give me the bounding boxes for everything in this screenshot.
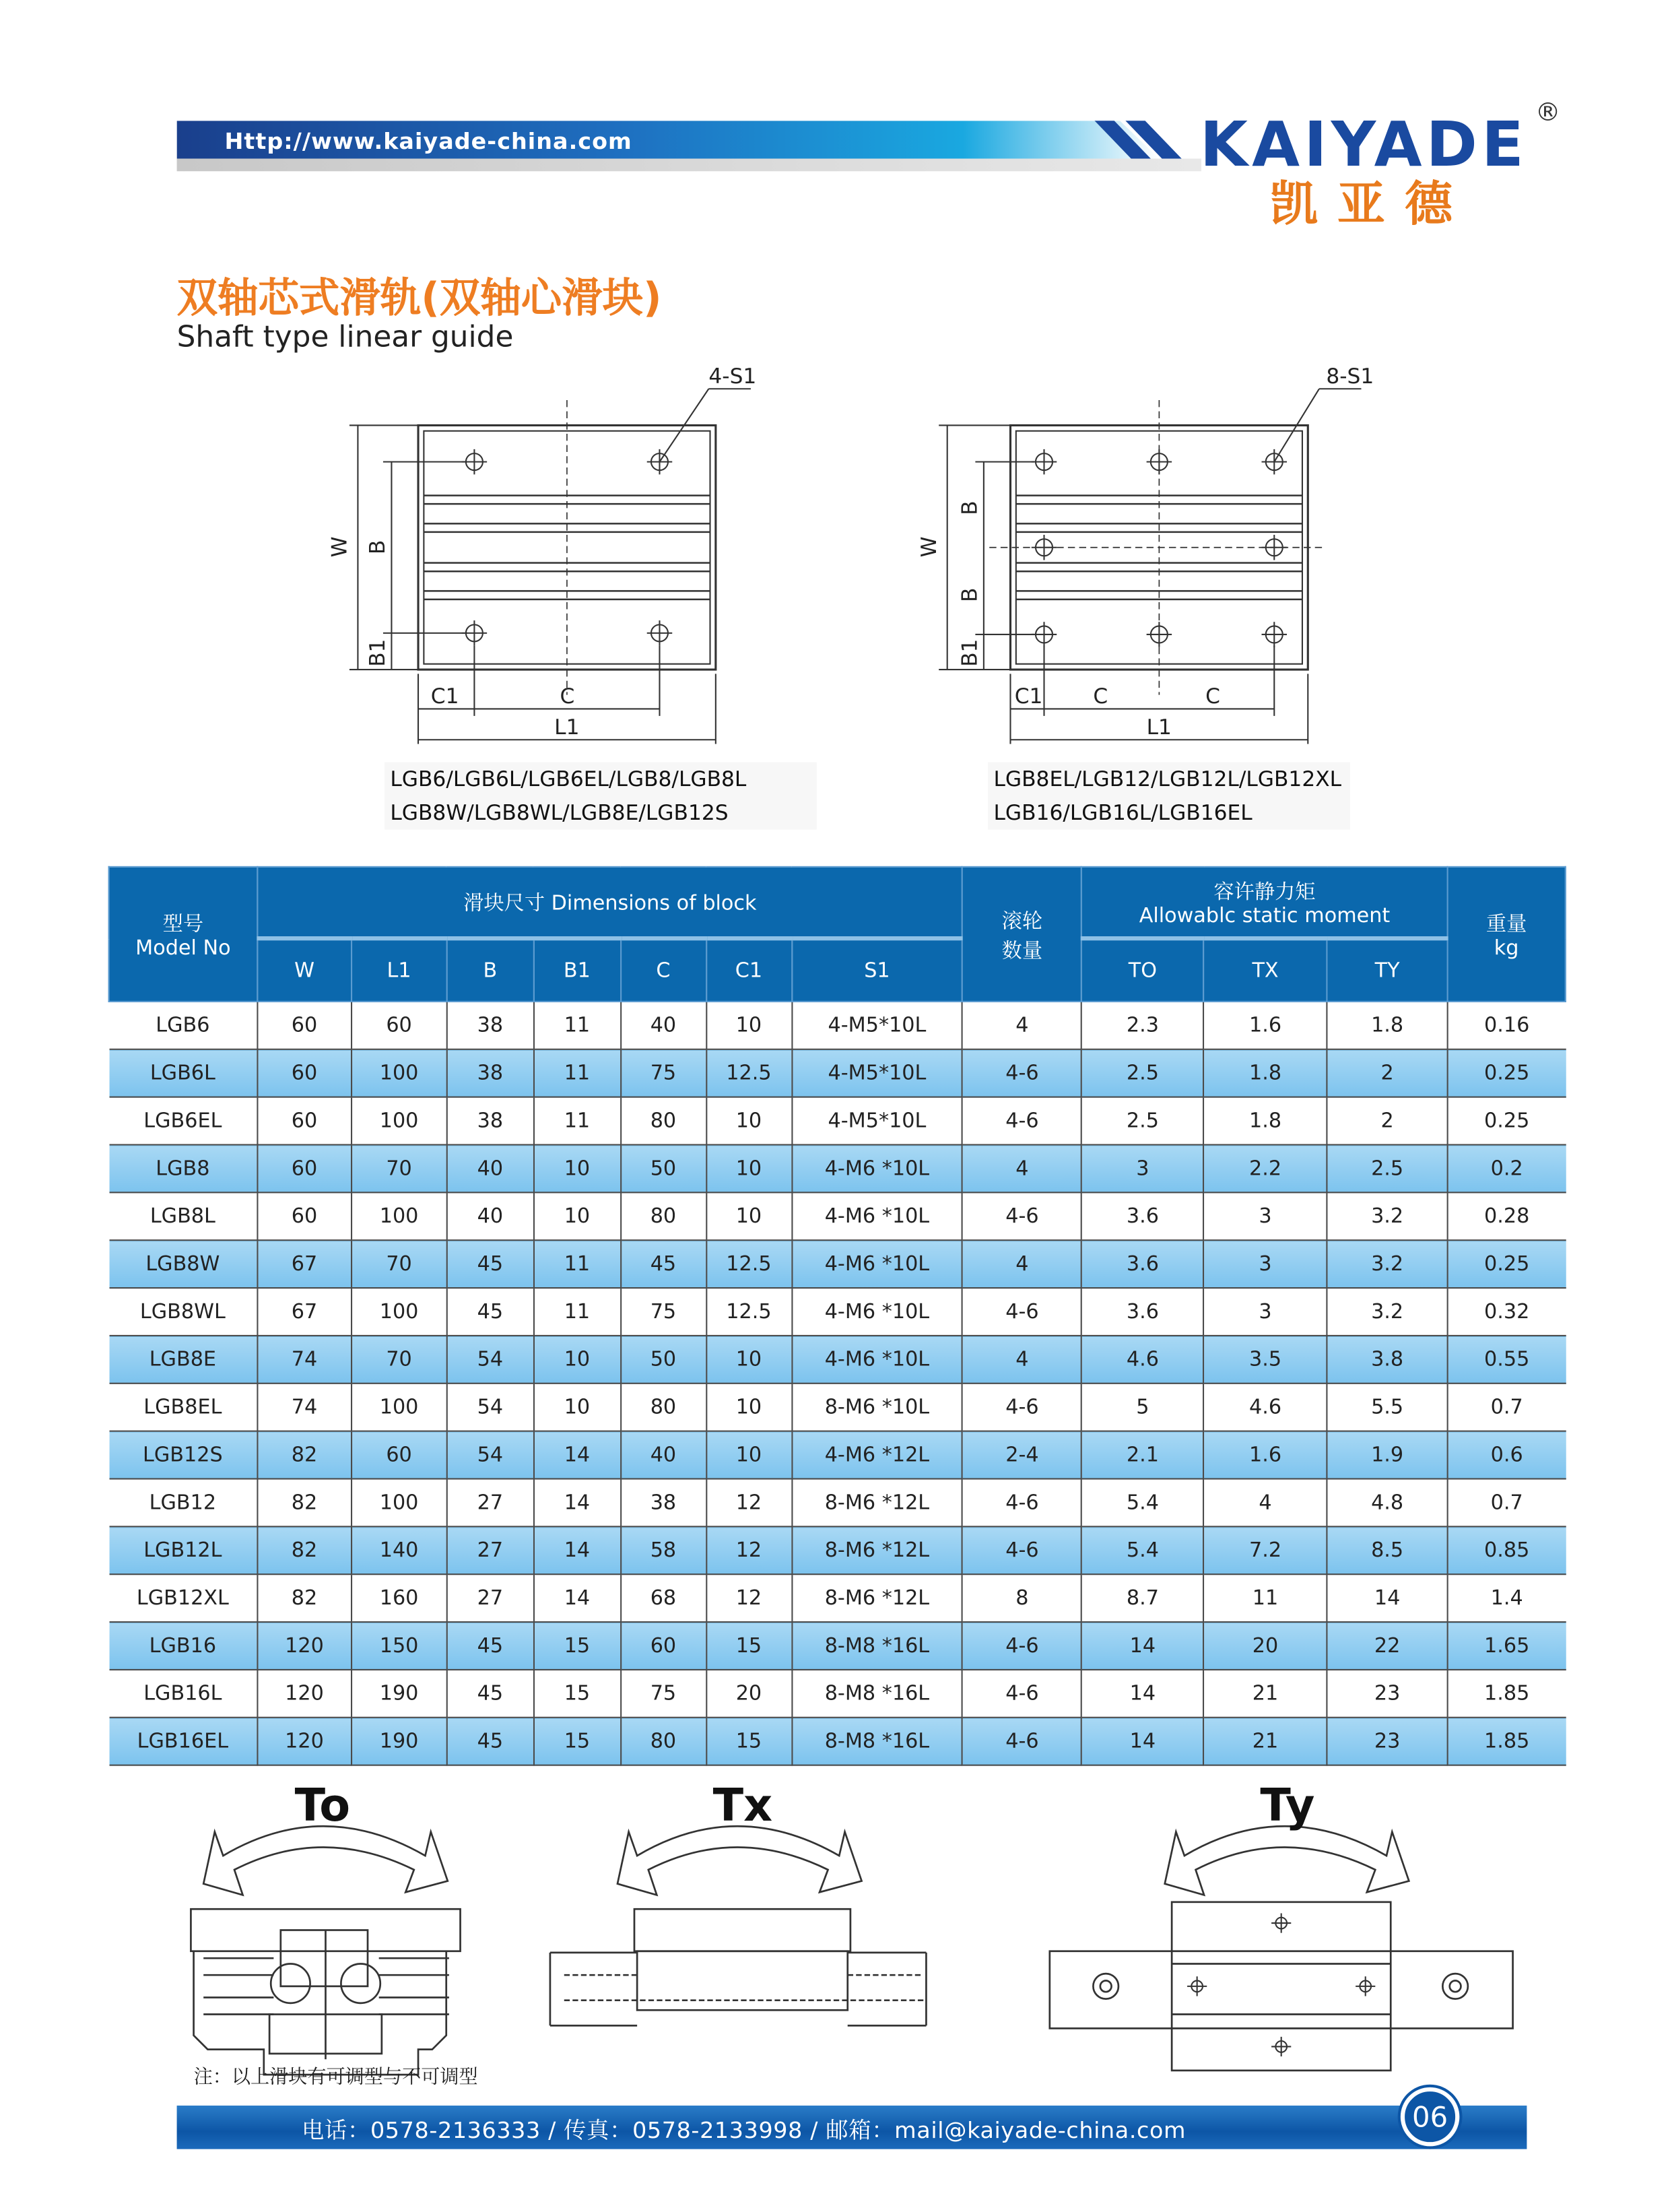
value-cell: 100	[352, 1384, 447, 1431]
ty-drawing	[1050, 1902, 1513, 2071]
model-cell: LGB12S	[109, 1431, 258, 1479]
value-cell: 8.7	[1081, 1574, 1203, 1622]
value-cell: 2.5	[1081, 1097, 1203, 1145]
value-cell: 4-6	[962, 1288, 1081, 1336]
model-cell: LGB6L	[109, 1049, 258, 1097]
svg-text:B1: B1	[958, 639, 982, 667]
value-cell: 67	[257, 1288, 351, 1336]
value-cell: 1.8	[1203, 1097, 1327, 1145]
hole-label: 8-S1	[1326, 364, 1374, 389]
value-cell: 0.25	[1448, 1049, 1566, 1097]
label-tx: Tx	[712, 1778, 773, 1831]
value-cell: 3.8	[1327, 1336, 1448, 1384]
value-cell: 70	[352, 1240, 447, 1288]
model-cell: LGB12XL	[109, 1574, 258, 1622]
value-cell: 2	[1327, 1049, 1448, 1097]
header-moment: 容许静力矩 Allowablc static moment	[1081, 867, 1447, 938]
value-cell: 10	[533, 1192, 620, 1240]
table-row	[109, 1622, 1566, 1670]
caption-line: LGB8EL/LGB12/LGB12L/LGB12XL	[993, 766, 1342, 792]
value-cell: 15	[533, 1622, 620, 1670]
value-cell: 4-6	[962, 1622, 1081, 1670]
value-cell: 3.2	[1327, 1192, 1448, 1240]
value-cell: 14	[1081, 1670, 1203, 1718]
brand-logo: KAIYADE	[1199, 109, 1529, 181]
model-cell: LGB8WL	[109, 1288, 258, 1336]
value-cell: 11	[533, 1097, 620, 1145]
table-row	[109, 1574, 1566, 1622]
value-cell: 0.7	[1448, 1384, 1566, 1431]
value-cell: 4-M6 *10L	[791, 1240, 962, 1288]
value-cell: 4.8	[1327, 1478, 1448, 1526]
svg-text:W: W	[327, 536, 352, 558]
value-cell: 10	[706, 1145, 791, 1193]
value-cell: 40	[446, 1145, 533, 1193]
column-header: C	[620, 938, 706, 1002]
value-cell: 0.6	[1448, 1431, 1566, 1479]
value-cell: 60	[352, 1002, 447, 1049]
value-cell: 5.4	[1081, 1478, 1203, 1526]
value-cell: 2-4	[962, 1431, 1081, 1479]
value-cell: 40	[620, 1002, 706, 1049]
svg-text:C: C	[560, 684, 575, 709]
value-cell: 70	[352, 1336, 447, 1384]
value-cell: 12	[706, 1574, 791, 1622]
value-cell: 100	[352, 1097, 447, 1145]
value-cell: 45	[446, 1288, 533, 1336]
column-header: TO	[1081, 938, 1203, 1002]
spec-table	[108, 866, 1566, 1766]
hole-label: 4-S1	[708, 364, 757, 389]
value-cell: 0.85	[1448, 1526, 1566, 1574]
value-cell: 2.1	[1081, 1431, 1203, 1479]
value-cell: 0.28	[1448, 1192, 1566, 1240]
caption-line: LGB16/LGB16L/LGB16EL	[993, 800, 1252, 826]
value-cell: 2.2	[1203, 1145, 1327, 1193]
value-cell: 38	[446, 1002, 533, 1049]
value-cell: 14	[533, 1574, 620, 1622]
value-cell: 10	[706, 1431, 791, 1479]
value-cell: 3.5	[1203, 1336, 1327, 1384]
model-cell: LGB8L	[109, 1192, 258, 1240]
model-cell: LGB12L	[109, 1526, 258, 1574]
header-weight: 重量 kg	[1448, 867, 1566, 1002]
value-cell: 27	[446, 1478, 533, 1526]
value-cell: 190	[352, 1670, 447, 1718]
value-cell: 5.4	[1081, 1526, 1203, 1574]
svg-text:L1: L1	[554, 715, 580, 740]
value-cell: 8-M6 *12L	[791, 1478, 962, 1526]
drawing-left	[316, 358, 779, 751]
value-cell: 21	[1203, 1718, 1327, 1765]
value-cell: 14	[1081, 1622, 1203, 1670]
value-cell: 120	[257, 1622, 351, 1670]
value-cell: 12.5	[706, 1288, 791, 1336]
table-row	[109, 1526, 1566, 1574]
value-cell: 15	[706, 1718, 791, 1765]
value-cell: 160	[352, 1574, 447, 1622]
caption-right	[988, 762, 1350, 830]
value-cell: 120	[257, 1670, 351, 1718]
value-cell: 40	[620, 1431, 706, 1479]
tx-drawing	[550, 1909, 927, 2025]
value-cell: 60	[257, 1192, 351, 1240]
value-cell: 4-6	[962, 1049, 1081, 1097]
value-cell: 75	[620, 1288, 706, 1336]
model-cell: LGB16	[109, 1622, 258, 1670]
value-cell: 74	[257, 1336, 351, 1384]
value-cell: 8-M8 *16L	[791, 1670, 962, 1718]
column-header: C1	[706, 938, 791, 1002]
value-cell: 8-M8 *16L	[791, 1622, 962, 1670]
value-cell: 68	[620, 1574, 706, 1622]
value-cell: 10	[706, 1192, 791, 1240]
value-cell: 80	[620, 1384, 706, 1431]
value-cell: 4-M6 *12L	[791, 1431, 962, 1479]
column-header: B	[446, 938, 533, 1002]
value-cell: 0.16	[1448, 1002, 1566, 1049]
value-cell: 14	[1081, 1718, 1203, 1765]
value-cell: 82	[257, 1478, 351, 1526]
svg-text:C1: C1	[430, 684, 459, 709]
value-cell: 3.2	[1327, 1240, 1448, 1288]
value-cell: 10	[706, 1097, 791, 1145]
model-cell: LGB8EL	[109, 1384, 258, 1431]
table-row	[109, 1145, 1566, 1193]
model-cell: LGB16EL	[109, 1718, 258, 1765]
value-cell: 54	[446, 1431, 533, 1479]
value-cell: 4.6	[1081, 1336, 1203, 1384]
value-cell: 82	[257, 1526, 351, 1574]
model-cell: LGB8	[109, 1145, 258, 1193]
value-cell: 2.5	[1327, 1145, 1448, 1193]
table-row	[109, 1097, 1566, 1145]
value-cell: 4-M6 *10L	[791, 1336, 962, 1384]
value-cell: 2.5	[1081, 1049, 1203, 1097]
value-cell: 60	[352, 1431, 447, 1479]
value-cell: 4	[962, 1336, 1081, 1384]
value-cell: 10	[706, 1002, 791, 1049]
value-cell: 1.85	[1448, 1718, 1566, 1765]
value-cell: 4	[962, 1002, 1081, 1049]
value-cell: 38	[446, 1097, 533, 1145]
value-cell: 45	[620, 1240, 706, 1288]
model-cell: LGB12	[109, 1478, 258, 1526]
value-cell: 4-6	[962, 1384, 1081, 1431]
svg-text:B: B	[958, 500, 982, 515]
value-cell: 8-M6 *10L	[791, 1384, 962, 1431]
header-bar-shadow	[177, 158, 1201, 171]
caption-line: LGB8W/LGB8WL/LGB8E/LGB12S	[390, 800, 729, 826]
column-header: B1	[533, 938, 620, 1002]
value-cell: 20	[706, 1670, 791, 1718]
value-cell: 12	[706, 1478, 791, 1526]
value-cell: 12	[706, 1526, 791, 1574]
svg-text:B: B	[958, 587, 982, 603]
table-row	[109, 1336, 1566, 1384]
value-cell: 4-6	[962, 1192, 1081, 1240]
value-cell: 4-M5*10L	[791, 1049, 962, 1097]
value-cell: 11	[533, 1002, 620, 1049]
value-cell: 4-M5*10L	[791, 1097, 962, 1145]
value-cell: 45	[446, 1622, 533, 1670]
value-cell: 38	[620, 1478, 706, 1526]
value-cell: 100	[352, 1288, 447, 1336]
value-cell: 100	[352, 1192, 447, 1240]
header-rollers: 滚轮 数量	[962, 867, 1081, 1002]
svg-text:W: W	[917, 536, 942, 558]
value-cell: 0.25	[1448, 1240, 1566, 1288]
svg-text:B: B	[366, 540, 391, 555]
value-cell: 15	[533, 1718, 620, 1765]
value-cell: 10	[533, 1145, 620, 1193]
table-row	[109, 1478, 1566, 1526]
column-header: TX	[1203, 938, 1327, 1002]
value-cell: 12.5	[706, 1049, 791, 1097]
column-header: S1	[791, 938, 962, 1002]
value-cell: 20	[1203, 1622, 1327, 1670]
model-cell: LGB6EL	[109, 1097, 258, 1145]
value-cell: 23	[1327, 1718, 1448, 1765]
value-cell: 58	[620, 1526, 706, 1574]
value-cell: 11	[533, 1240, 620, 1288]
value-cell: 3.6	[1081, 1192, 1203, 1240]
value-cell: 4-M6 *10L	[791, 1145, 962, 1193]
value-cell: 2.3	[1081, 1002, 1203, 1049]
value-cell: 21	[1203, 1670, 1327, 1718]
value-cell: 74	[257, 1384, 351, 1431]
value-cell: 82	[257, 1574, 351, 1622]
caption-left	[385, 762, 817, 830]
table-row	[109, 1670, 1566, 1718]
value-cell: 45	[446, 1240, 533, 1288]
value-cell: 1.8	[1327, 1002, 1448, 1049]
value-cell: 1.4	[1448, 1574, 1566, 1622]
value-cell: 1.8	[1203, 1049, 1327, 1097]
value-cell: 45	[446, 1670, 533, 1718]
value-cell: 100	[352, 1478, 447, 1526]
value-cell: 4-6	[962, 1478, 1081, 1526]
value-cell: 1.85	[1448, 1670, 1566, 1718]
value-cell: 27	[446, 1574, 533, 1622]
value-cell: 4	[1203, 1478, 1327, 1526]
value-cell: 60	[257, 1002, 351, 1049]
value-cell: 8-M6 *12L	[791, 1574, 962, 1622]
model-cell: LGB8W	[109, 1240, 258, 1288]
value-cell: 15	[533, 1670, 620, 1718]
table-row	[109, 1288, 1566, 1336]
value-cell: 4-M6 *10L	[791, 1192, 962, 1240]
value-cell: 4-M6 *10L	[791, 1288, 962, 1336]
model-cell: LGB6	[109, 1002, 258, 1049]
value-cell: 0.7	[1448, 1478, 1566, 1526]
svg-text:B1: B1	[366, 639, 391, 667]
registered-mark: ®	[1535, 98, 1561, 128]
value-cell: 11	[533, 1049, 620, 1097]
value-cell: 45	[446, 1718, 533, 1765]
table-row	[109, 1002, 1566, 1049]
value-cell: 40	[446, 1192, 533, 1240]
caption-line: LGB6/LGB6L/LGB6EL/LGB8/LGB8L	[390, 766, 747, 792]
value-cell: 60	[257, 1097, 351, 1145]
table-row	[109, 1718, 1566, 1765]
page-number: 06	[1401, 2087, 1460, 2147]
value-cell: 50	[620, 1336, 706, 1384]
value-cell: 0.32	[1448, 1288, 1566, 1336]
value-cell: 100	[352, 1049, 447, 1097]
value-cell: 0.55	[1448, 1336, 1566, 1384]
label-ty: Ty	[1260, 1778, 1315, 1831]
value-cell: 4	[962, 1145, 1081, 1193]
value-cell: 4-6	[962, 1097, 1081, 1145]
page-subtitle: Shaft type linear guide	[176, 320, 514, 354]
value-cell: 38	[446, 1049, 533, 1097]
table-row	[109, 1049, 1566, 1097]
value-cell: 1.9	[1327, 1431, 1448, 1479]
value-cell: 10	[706, 1384, 791, 1431]
value-cell: 3	[1203, 1288, 1327, 1336]
model-cell: LGB16L	[109, 1670, 258, 1718]
value-cell: 4-6	[962, 1670, 1081, 1718]
value-cell: 11	[533, 1288, 620, 1336]
value-cell: 4-M5*10L	[791, 1002, 962, 1049]
value-cell: 54	[446, 1336, 533, 1384]
value-cell: 4-6	[962, 1718, 1081, 1765]
svg-text:C1: C1	[1014, 684, 1043, 709]
value-cell: 3.6	[1081, 1288, 1203, 1336]
value-cell: 2	[1327, 1097, 1448, 1145]
column-header: TY	[1327, 938, 1448, 1002]
value-cell: 8-M8 *16L	[791, 1718, 962, 1765]
value-cell: 14	[533, 1431, 620, 1479]
to-drawing	[191, 1909, 460, 2075]
value-cell: 5.5	[1327, 1384, 1448, 1431]
column-header: L1	[352, 938, 447, 1002]
table-row	[109, 1240, 1566, 1288]
value-cell: 4	[962, 1240, 1081, 1288]
value-cell: 75	[620, 1049, 706, 1097]
value-cell: 60	[257, 1049, 351, 1097]
value-cell: 1.6	[1203, 1431, 1327, 1479]
value-cell: 8-M6 *12L	[791, 1526, 962, 1574]
table-row	[109, 1384, 1566, 1431]
value-cell: 12.5	[706, 1240, 791, 1288]
model-cell: LGB8E	[109, 1336, 258, 1384]
value-cell: 54	[446, 1384, 533, 1431]
value-cell: 3	[1081, 1145, 1203, 1193]
page-title: 双轴芯式滑轨(双轴心滑块)	[176, 273, 662, 322]
footnote: 注：以上滑块有可调型与不可调型	[193, 2066, 478, 2089]
value-cell: 75	[620, 1670, 706, 1718]
footer-contact: 电话：0578-2136333 / 传真：0578-2133998 / 邮箱：mail@kaiyade-china.com	[302, 2116, 1187, 2144]
value-cell: 60	[620, 1622, 706, 1670]
value-cell: 3.2	[1327, 1288, 1448, 1336]
value-cell: 80	[620, 1192, 706, 1240]
value-cell: 10	[706, 1336, 791, 1384]
value-cell: 14	[1327, 1574, 1448, 1622]
brand-logo-cn: 凯亚德	[1270, 176, 1473, 233]
header-dimensions: 滑块尺寸 Dimensions of block	[257, 867, 962, 938]
value-cell: 150	[352, 1622, 447, 1670]
value-cell: 80	[620, 1718, 706, 1765]
value-cell: 4-6	[962, 1526, 1081, 1574]
svg-text:C: C	[1205, 684, 1220, 709]
table-row	[109, 1431, 1566, 1479]
value-cell: 14	[533, 1478, 620, 1526]
value-cell: 10	[533, 1336, 620, 1384]
value-cell: 140	[352, 1526, 447, 1574]
value-cell: 67	[257, 1240, 351, 1288]
value-cell: 8	[962, 1574, 1081, 1622]
value-cell: 4.6	[1203, 1384, 1327, 1431]
value-cell: 50	[620, 1145, 706, 1193]
value-cell: 1.6	[1203, 1002, 1327, 1049]
value-cell: 3	[1203, 1192, 1327, 1240]
value-cell: 7.2	[1203, 1526, 1327, 1574]
moment-illustrations	[168, 1776, 1543, 2084]
value-cell: 5	[1081, 1384, 1203, 1431]
value-cell: 1.65	[1448, 1622, 1566, 1670]
value-cell: 3	[1203, 1240, 1327, 1288]
drawing-right	[905, 358, 1374, 751]
value-cell: 3.6	[1081, 1240, 1203, 1288]
value-cell: 0.2	[1448, 1145, 1566, 1193]
value-cell: 82	[257, 1431, 351, 1479]
value-cell: 190	[352, 1718, 447, 1765]
svg-text:L1: L1	[1146, 715, 1172, 740]
header-stripes-decoration	[1095, 121, 1207, 176]
svg-text:C: C	[1093, 684, 1108, 709]
value-cell: 0.25	[1448, 1097, 1566, 1145]
value-cell: 27	[446, 1526, 533, 1574]
value-cell: 80	[620, 1097, 706, 1145]
value-cell: 11	[1203, 1574, 1327, 1622]
value-cell: 120	[257, 1718, 351, 1765]
header-model: 型号 Model No	[109, 867, 258, 1002]
table-row	[109, 1192, 1566, 1240]
value-cell: 22	[1327, 1622, 1448, 1670]
value-cell: 10	[533, 1384, 620, 1431]
value-cell: 60	[257, 1145, 351, 1193]
value-cell: 15	[706, 1622, 791, 1670]
value-cell: 14	[533, 1526, 620, 1574]
value-cell: 8.5	[1327, 1526, 1448, 1574]
website-url: Http://www.kaiyade-china.com	[224, 127, 632, 155]
column-header: W	[257, 938, 351, 1002]
label-to: To	[294, 1778, 351, 1831]
value-cell: 70	[352, 1145, 447, 1193]
value-cell: 23	[1327, 1670, 1448, 1718]
